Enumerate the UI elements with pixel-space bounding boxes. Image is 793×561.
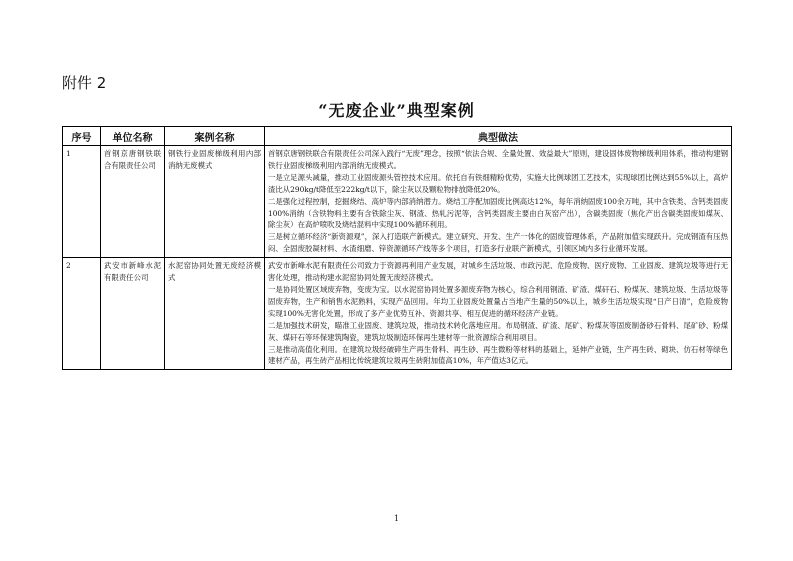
practice-paragraph: 三是推动高值化利用。在建筑垃圾经破碎生产再生骨料、再生砂、再生微粉等材料的基础上，延伸产业链，生产再生砖、砌块、仿石材等绿色建材产品，再生砖产品相比传统建筑垃圾再生砖附加值高10%，年产值达3亿元。: [268, 344, 728, 366]
header-case: 案例名称: [165, 127, 265, 146]
unit-name: 武安市新峰水泥有限责任公司: [101, 258, 165, 370]
practice-paragraph: 一是立足源头减量，推动工业固废源头管控技术应用。依托自有铁细精粉优势，实施大比例球团工艺技术，实现球团比例达到55%以上，高炉渣比从290kg/t降低至222kg/t以下，除尘灰以及颗粒物排放降低20%。: [268, 172, 728, 194]
practice-paragraph: 首钢京唐钢铁联合有限责任公司深入践行“无废”理念，按照“依法合规、全量处置、效益最大”原则，建设固体废物梯级利用体系，推动构建钢铁行业固废梯级利用内部消纳无废模式。: [268, 149, 728, 170]
attachment-label: 附件 2: [62, 74, 107, 92]
practice-paragraph: 一是协同处置区域废弃物，变废为宝。以水泥窑协同处置多源废弃物为核心，综合利用钢渣、矿渣、煤矸石、粉煤灰、建筑垃圾、生活垃圾等固废弃物，生产和销售水泥熟料，实现产品回用。年均工业固废处置量占当地产生量的50%以上，城乡生活垃圾实现“日产日清”，危险废物实现100%无害化处置，形成了多产业优势互补、资源共享、相互促进的循环经济产业链。: [268, 284, 728, 318]
case-name: 钢铁行业固废梯级利用内部消纳无废模式: [165, 146, 265, 258]
header-unit: 单位名称: [101, 127, 165, 146]
row-number: 1: [63, 146, 101, 258]
unit-name: 首钢京唐钢铁联合有限责任公司: [101, 146, 165, 258]
page-number: 1: [393, 514, 400, 523]
practice-paragraph: 二是强化过程控制，挖掘烧结、高炉等内部消纳潜力。烧结工序配加固废比例高达12%，每年消纳固废100余万吨，其中含铁类、含钙类固废100%消纳（含铁物料主要有含铁除尘灰、钢渣、热轧污泥等，含钙类固废主要由白灰窑产出），含碳类固废（焦化产出含碳类固废如煤灰、除尘灰）在高炉喷吹及烧结混料中实现100%循环利用。: [268, 196, 728, 230]
header-practice: 典型做法: [265, 127, 732, 146]
typical-practice: [265, 258, 732, 370]
case-name: 水泥窑协同处置无废经济模式: [165, 258, 265, 370]
table-row: [63, 146, 732, 258]
practice-paragraph: 二是加强技术研发，瞄准工业固废、建筑垃圾，推动技术转化落地应用。布局钢渣、矿渣、尾矿、粉煤灰等固废制备砂石骨料、尾矿砂、粉煤灰、煤矸石等环保建筑陶瓷，建筑垃圾制造环保再生建材等一批资源综合利用项目。: [268, 320, 728, 342]
table-row: [63, 258, 732, 370]
practice-paragraph: 三是树立循环经济“新资源观”，深入打造联产新模式。建立研究、开发、生产一体化的固废管理体系，产品附加值实现跃升。完成钢渣有压热闷、全固废胶凝材料、水渣细磨、锌资源循环产线等多个项目，打造多行业联产新模式，引领区域内多行业循环发展。: [268, 232, 728, 254]
table-header-row: [63, 127, 732, 146]
typical-practice: [265, 146, 732, 258]
document-title: “无废企业”典型案例: [318, 101, 475, 120]
header-no: 序号: [63, 127, 101, 146]
row-number: 2: [63, 258, 101, 370]
practice-paragraph: 武安市新峰水泥有限责任公司致力于资源再利用产业发展，对城乡生活垃圾、市政污泥、危险废物、医疗废物、工业固废、建筑垃圾等进行无害化处理，推动构建水泥窑协同处置无废经济模式。: [268, 261, 728, 283]
case-table: [62, 126, 732, 370]
